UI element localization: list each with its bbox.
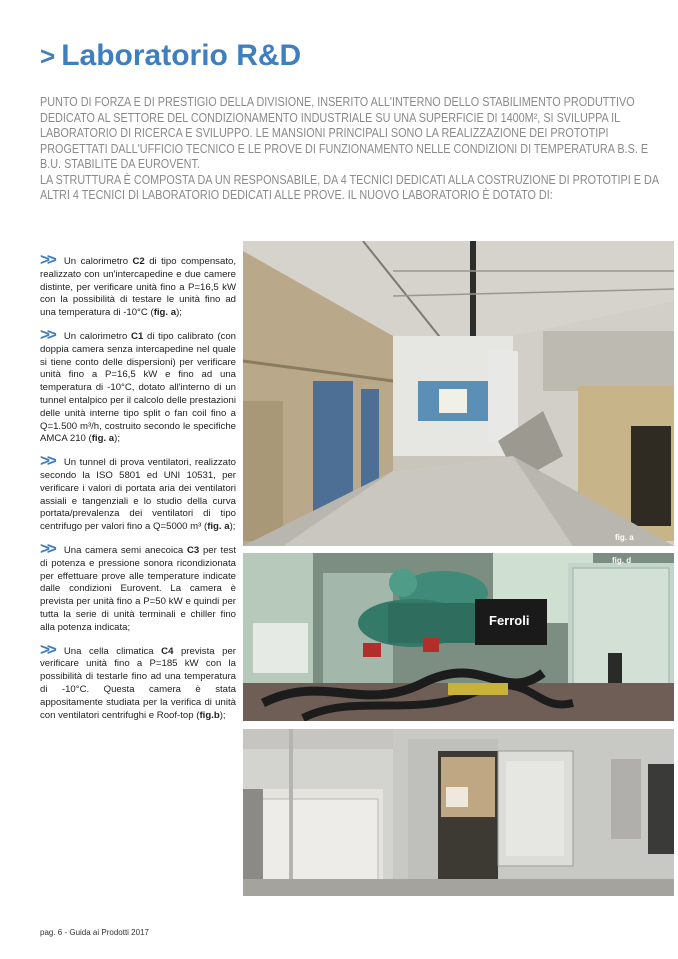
page-footer (40, 928, 149, 937)
title-text: Laboratorio R&D (61, 39, 302, 72)
title-chevron: > (40, 41, 56, 71)
list-item (40, 538, 236, 635)
double-chevron-icon: >> (40, 451, 54, 471)
climatic-cell-illustration (243, 729, 674, 896)
item-text: ); (229, 521, 236, 533)
item-text: Una camera semi anecoica (63, 544, 187, 556)
test-machinery-illustration (243, 553, 674, 721)
item-text: ); (176, 307, 182, 319)
item-text: ); (114, 433, 120, 445)
double-chevron-icon: >> (40, 639, 54, 659)
item-fig-ref: fig.b (199, 709, 220, 721)
item-text: Un tunnel di prova ventilatori, realizzato secondo la ISO 5801 ed UNI 10531, per verificare i valori di portata aria dei ventilatori assiali e tangenziali e lo studio della curva portata/prevalenza dei ventilatori di tipo centrifugo per valori fino a Q=5000 m³ ( (40, 457, 236, 533)
item-text: prevista per verificare unità fino a P=185 kW con la possibilità di testarle fino ad una temperatura di -10°C. Questa camera è stata appositamente studiata per la verifica di unità con ventilatori centrifughi e Roof-top ( (40, 645, 236, 721)
item-text: Un calorimetro (63, 330, 132, 342)
item-code: C4 (161, 645, 174, 657)
list-item (40, 324, 237, 446)
photo-test-machinery (243, 553, 674, 721)
intro-paragraph-2: LA STRUTTURA È COMPOSTA DA UN RESPONSABILE, DA 4 TECNICI DEDICATI ALLA COSTRUZIONE DI PROTOTIPI E DA ALTRI 4 TECNICI DI LABORATORIO DEDICATI ALLE PROVE. IL NUOVO LABORATORIO È DOTATO DI: (40, 172, 659, 202)
figure-caption-d: fig. d (612, 556, 632, 565)
item-code: C3 (186, 544, 200, 556)
lab-corridor-illustration (243, 241, 674, 546)
item-code: C1 (131, 330, 144, 342)
item-text: ); (219, 709, 226, 721)
item-text: Un calorimetro (63, 256, 133, 267)
list-item (40, 250, 236, 320)
intro-text (40, 95, 659, 204)
item-text: Una cella climatica (63, 645, 162, 657)
page-title (40, 36, 301, 76)
item-fig-ref: fig. a (91, 433, 115, 445)
list-item (40, 451, 236, 534)
item-text: di tipo compensato, realizzato con un'intercapedine e due camere distinte, per verificare unità fino a P=16,5 kW con la possibilità di testare le unità fino ad una temperatura di -10°C ( (40, 256, 236, 319)
item-text: di tipo calibrato (con doppia camera senza intercapedine nel quale si tiene conto delle dispersioni) per verificare unità fino a P=16,5 kW e fino ad una temperatura di -10°C, dotato all'interno di un tunnel entalpico per il calcolo delle prestazioni delle unità interne tipo split o fan coil fino a Q=1.500 m³/h, costruito secondo le specifiche AMCA 210 ( (40, 330, 237, 445)
double-chevron-icon: >> (40, 324, 54, 344)
equipment-list (40, 250, 237, 731)
double-chevron-icon: >> (40, 250, 54, 269)
item-fig-ref: fig. a (153, 307, 177, 319)
item-fig-ref: fig. a (207, 521, 230, 533)
figure-caption-a: fig. a (615, 533, 634, 542)
photo-lab-corridor (243, 241, 674, 546)
intro-paragraph-1: PUNTO DI FORZA E DI PRESTIGIO DELLA DIVISIONE, INSERITO ALL'INTERNO DELLO STABILIMENTO PRODUTTIVO DEDICATO AL SETTORE DEL CONDIZIONAMENTO INDUSTRIALE SU UNA SUPERFICIE DI 1400M², SI SVILUPPA IL LABORATORIO DI RICERCA E SVILUPPO. LE MANSIONI PRINCIPALI SONO LA REALIZZAZIONE DEI PROTOTIPI PROGETTATI DALL'UFFICIO TECNICO E LE PROVE DI FUNZIONAMENTO NELLE CONDIZIONI DI TEMPERATURA B.S. E B.U. STABILITE DA EUROVENT. (40, 95, 649, 171)
list-item (40, 639, 236, 723)
photo-climatic-cell (243, 729, 674, 896)
item-code: C2 (132, 256, 145, 267)
page-number: pag. 6 - (40, 928, 70, 937)
guide-name: Guida ai Prodotti 2017 (69, 928, 149, 937)
double-chevron-icon: >> (40, 538, 54, 558)
item-text: per test di potenza e pressione sonora ricondizionata per effettuare prove alle temperature indicate dalle condizioni Eurovent. La camera è prevista per unità fino a P=50 kW e quindi per tutta la serie di unità terminali e chiller fino alla potenza indicata; (40, 544, 236, 633)
brand-logo: Ferroli (489, 613, 530, 628)
